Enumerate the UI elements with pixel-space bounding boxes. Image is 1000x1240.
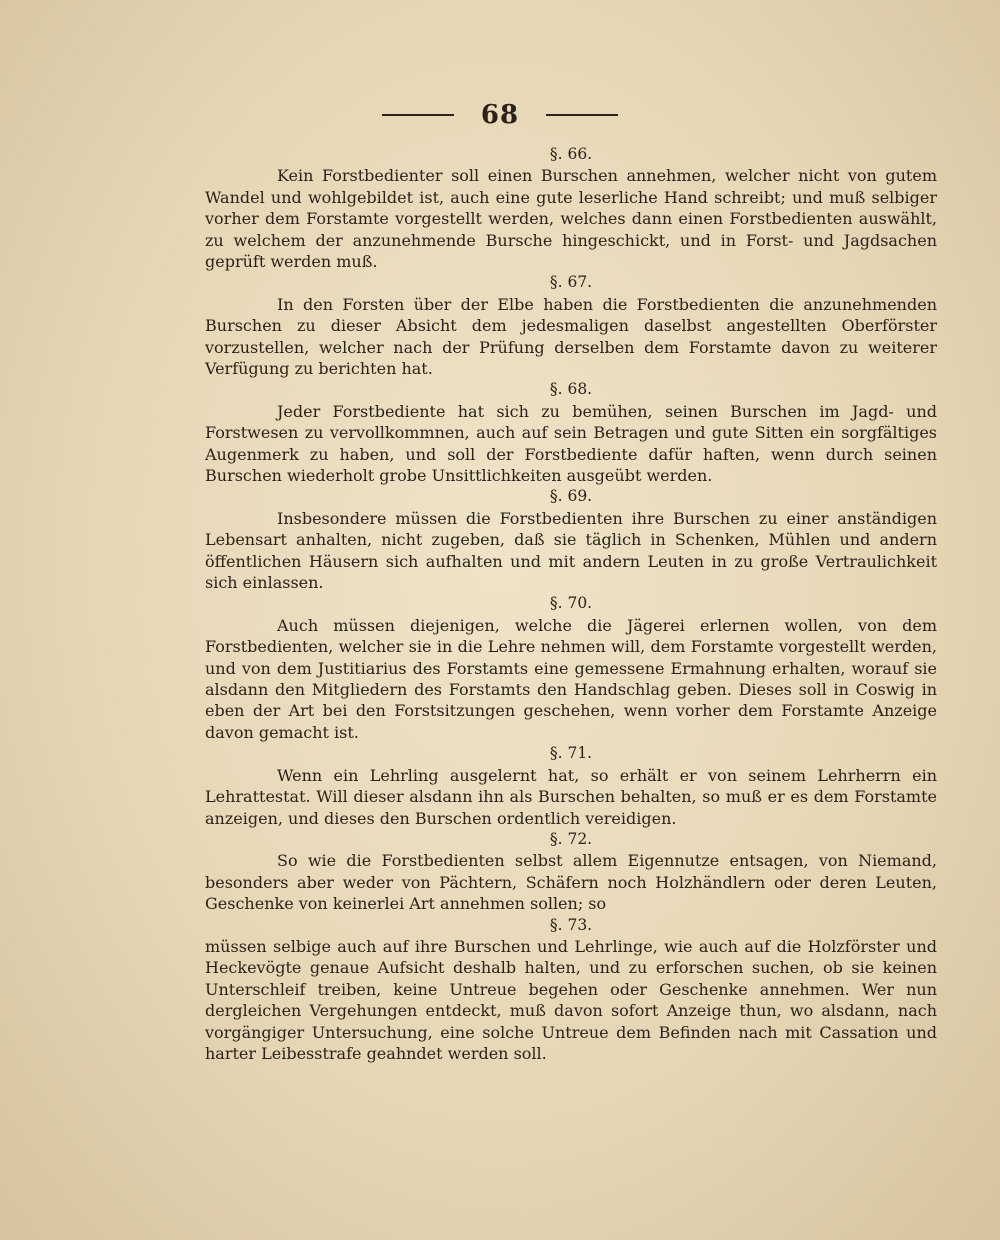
section-66 [205,144,937,272]
section-heading: §. 72. [549,829,593,848]
page-body [205,144,937,1064]
section-heading: §. 67. [549,273,593,292]
section-heading: §. 66. [549,145,593,163]
paragraph: müssen selbige auch auf ihre Burschen und Lehrlinge, wie auch auf die Holzförster und Heckevögte genaue Aufsicht deshalb halten, und zu erforschen suchen, ob sie keinen Unterschleif treiben, keine Untreue begehen oder Geschenke annehmen. Wer nun dergleichen Vergehungen entdeckt, muß davon sofort Anzeige thun, wo alsdann, nach vorgängiger Untersuchung, eine solche Untreue dem Befinden nach mit Cassation und harter Leibesstrafe geahndet werden soll. [205,936,937,1063]
header-rule-right [546,114,618,116]
section-heading: §. 68. [549,380,593,399]
section-heading: §. 73. [549,915,593,934]
page-header [0,100,1000,130]
page-number: 68 [480,100,520,130]
paragraph: Auch müssen diejenigen, welche die Jägerei erlernen wollen, von dem Forstbedienten, welcher sie in die Lehre nehmen will, dem Forstamte vorgestellt werden, und von dem Justitiarius des Forstamts eine gemessene Ermahnung erhalten, worauf sie alsdann den Mitgliedern des Forstamts den Handschlag geben. Dieses soll in Coswig in eben der Art bei den Forstsitzungen geschehen, wenn vorher dem Forstamte Anzeige davon gemacht ist. [205,615,937,742]
paragraph: In den Forsten über der Elbe haben die Forstbedienten die anzunehmenden Burschen zu dieser Absicht dem jedesmaligen daselbst angestellten Oberförster vorzustellen, welcher nach der Prüfung derselben dem Forstamte davon zu weiterer Verfügung zu berichten hat. [205,294,937,379]
section-heading: §. 71. [549,744,593,763]
section-73 [205,915,937,1065]
paragraph: Jeder Forstbediente hat sich zu bemühen, seinen Burschen im Jagd- und Forstwesen zu vervollkommnen, auch auf sein Betragen und gute Sitten ein sorgfältiges Augenmerk zu haben, und soll der Forstbediente dafür haften, wenn durch seinen Burschen wiederholt grobe Unsittlichkeiten ausgeübt werden. [205,401,937,486]
paragraph: Wenn ein Lehrling ausgelernt hat, so erhält er von seinem Lehrherrn ein Lehrattestat. Will dieser alsdann ihn als Burschen behalten, so muß er es dem Forstamte anzeigen, und dieses den Burschen ordentlich vereidigen. [205,765,937,828]
section-69 [205,486,937,593]
paragraph: So wie die Forstbedienten selbst allem Eigennutze entsagen, von Niemand, besonders aber weder von Pächtern, Schäfern noch Holzhändlern oder deren Leuten, Geschenke von keinerlei Art annehmen sollen; so [205,851,937,914]
section-heading: §. 69. [549,487,593,506]
section-70 [205,593,937,743]
paragraph: Kein Forstbedienter soll einen Burschen annehmen, welcher nicht von gutem Wandel und wohlgebildet ist, auch eine gute leserliche Hand schreibt; und muß selbiger vorher dem Forstamte vorgestellt werden, welches dann einen Forstbedienten auswählt, zu welchem der anzunehmende Bursche hingeschickt, und in Forst- und Jagdsachen geprüft werden muß. [205,166,937,272]
header-rule-left [382,114,454,116]
paragraph: Insbesondere müssen die Forstbedienten ihre Burschen zu einer anständigen Lebensart anhalten, nicht zugeben, daß sie täglich in Schenken, Mühlen und andern öffentlichen Häusern sich aufhalten und mit andern Leuten in zu große Vertraulichkeit sich einlassen. [205,508,937,593]
section-67 [205,272,937,379]
section-heading: §. 70. [549,594,593,613]
section-68 [205,379,937,486]
section-72 [205,829,937,915]
section-71 [205,743,937,829]
